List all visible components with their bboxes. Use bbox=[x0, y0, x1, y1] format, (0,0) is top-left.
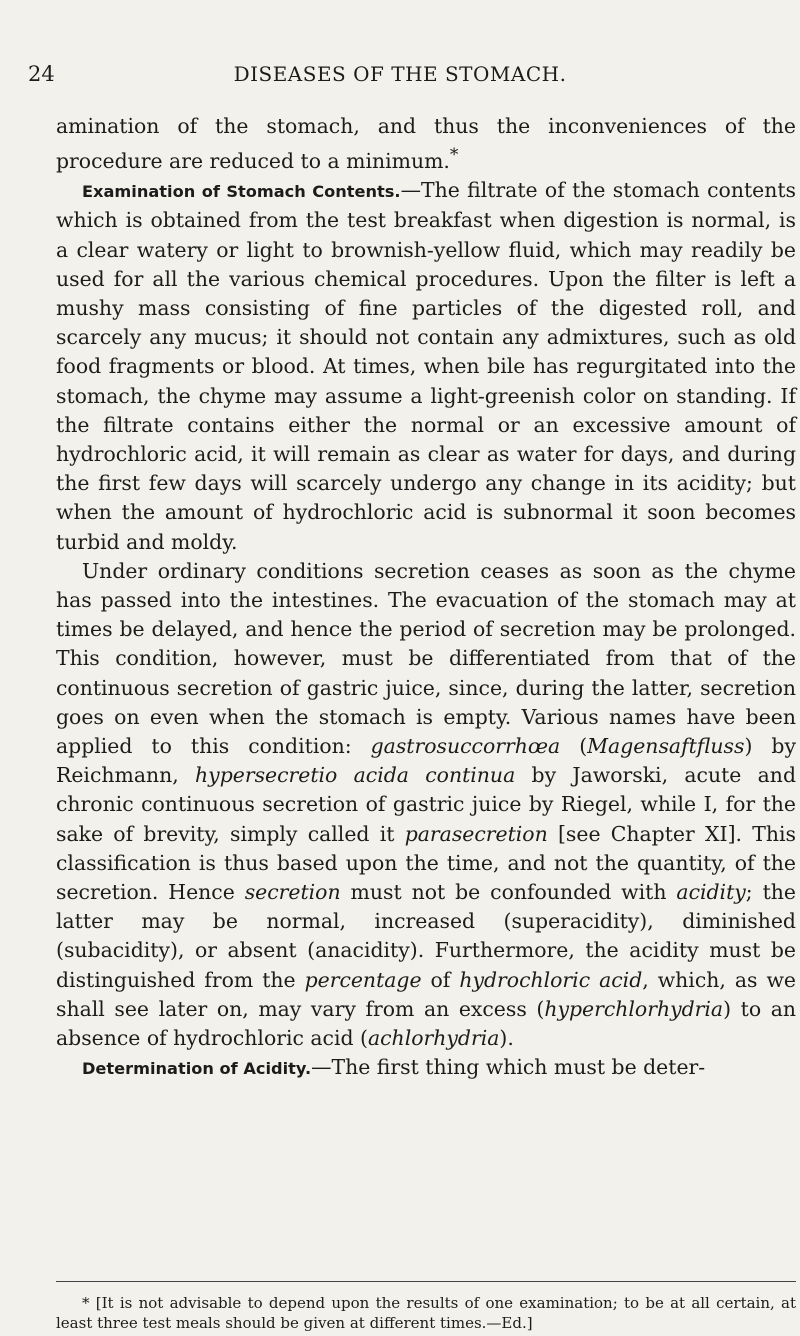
italic-term: gastrosuccorrhœa bbox=[370, 734, 561, 759]
footnote-divider bbox=[56, 1281, 796, 1282]
paragraph-2-text: —The filtrate of the stomach contents which is obtained from the test breakfast when digestion is normal, is a clear watery or light to brownish-yellow fluid, which may readily be used for all the various chemical procedures. Upon the filter is left a mushy mass consisting of fine particles of the digested roll, and scarcely any mucus; it should not contain any admixtures, such as old food fragments or blood. At times, when bile has regurgitated into the stomach, the chyme may assume a light-greenish color on standing. If the filtrate contains either the normal or an excessive amount of hydrochloric acid, it will remain as clear as water for days, and during the first few days will scarcely undergo any change in its acidity; but when the amount of hydrochloric acid is subnormal it soon becomes turbid and moldy. bbox=[56, 178, 797, 554]
paragraph-3 bbox=[56, 557, 796, 1053]
italic-term: hypersecretio acida continua bbox=[195, 763, 516, 788]
text-run: of bbox=[421, 967, 460, 992]
text-run: ) by Reichmann, bbox=[56, 734, 797, 788]
italic-term: hydrochloric acid bbox=[459, 967, 643, 992]
text-run: ). bbox=[499, 1026, 514, 1051]
paragraph-1 bbox=[56, 112, 796, 176]
italic-term: secretion bbox=[244, 880, 341, 905]
text-run: , which, as we shall see later on, may vary from an excess ( bbox=[56, 967, 796, 1021]
paragraph-1-text: amination of the stomach, and thus the inconveniences of the procedure are reduced to a minimum. bbox=[56, 114, 796, 173]
text-run: [see Chapter XI]. This classification is thus based upon the time, and not the quantity, of the secretion. Hence bbox=[56, 821, 796, 905]
text-run: ) to an absence of hydrochloric acid ( bbox=[56, 996, 796, 1051]
text-run: Under ordinary conditions secretion ceases as soon as the chyme has passed into the intestines. The evacuation of the stomach may at times be delayed, and hence the period of secretion may be prolonged. This condition, however, must be differentiated from that of the continuous secretion of gastric juice, since, during the latter, secretion goes on even when the stomach is empty. Various names have been applied to this condition: bbox=[56, 558, 796, 759]
paragraph-4-text: —The first thing which must be deter- bbox=[311, 1055, 706, 1080]
italic-term: hyperchlorhydria bbox=[544, 996, 724, 1021]
text-run: ; the latter may be normal, increased (superacidity), diminished (subacidity), or absent (anacidity). Furthermore, the acidity must be distinguished from the bbox=[56, 880, 796, 992]
footnote: * [It is not advisable to depend upon the results of one examination; to be at all certain, at least three test meals should be given at different times.—Ed.] bbox=[56, 1294, 796, 1332]
page-header bbox=[28, 62, 772, 88]
italic-term: parasecretion bbox=[404, 821, 548, 846]
italic-term: acidity bbox=[676, 880, 746, 905]
paragraph-4 bbox=[56, 1053, 796, 1083]
paragraph-2 bbox=[56, 176, 796, 557]
italic-term: Magensaftfluss bbox=[587, 734, 745, 759]
section-heading-stomach-contents: Examination of Stomach Contents. bbox=[82, 182, 401, 202]
running-head: DISEASES OF THE STOMACH. bbox=[233, 62, 567, 86]
page-number: 24 bbox=[28, 62, 55, 86]
italic-term: achlorhydria bbox=[367, 1026, 500, 1051]
italic-term: percentage bbox=[304, 967, 422, 992]
section-heading-acidity: Determination of Acidity. bbox=[82, 1059, 312, 1079]
text-run: must not be confounded with bbox=[340, 880, 677, 905]
text-run: ( bbox=[560, 734, 588, 759]
text-run: by Jaworski, acute and chronic continuous secretion of gastric juice by Riegel, while I, for the sake of brevity, simply called it bbox=[56, 763, 796, 846]
body-text bbox=[56, 112, 796, 1084]
footnote-marker: * bbox=[449, 145, 459, 166]
